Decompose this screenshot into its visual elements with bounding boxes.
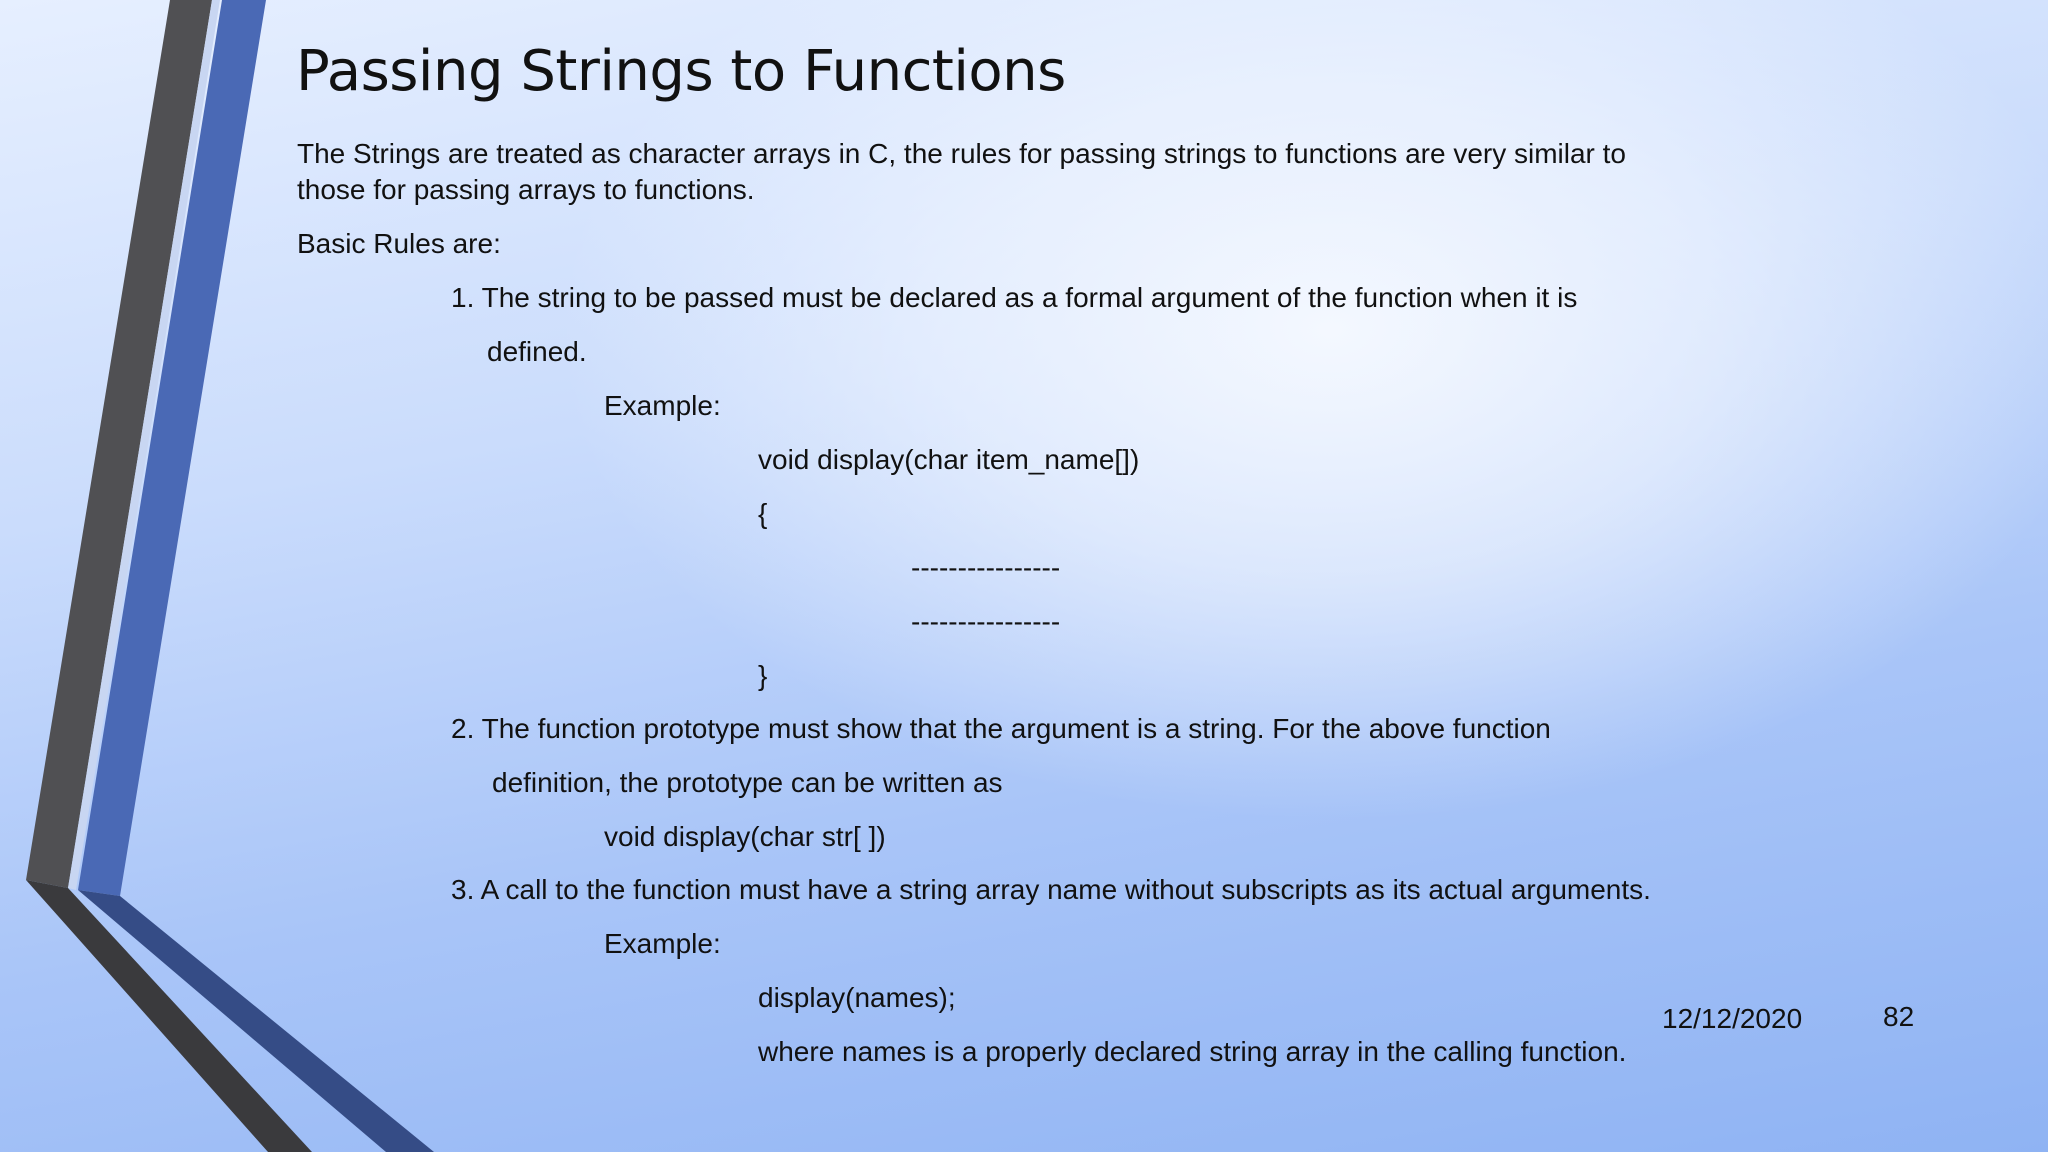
rule-2-line-1: 2. The function prototype must show that the argument is a string. For the above function xyxy=(451,713,1551,744)
rule-2-line-2: definition, the prototype can be written as xyxy=(492,767,1003,798)
prototype-example: void display(char str[ ]) xyxy=(604,821,886,852)
footer-date: 12/12/2020 xyxy=(1662,1003,1803,1034)
dark-bar-lower xyxy=(26,880,312,1152)
slide-title: Passing Strings to Functions xyxy=(296,39,1066,104)
rule-1-line-1: 1. The string to be passed must be declared as a formal argument of the function when it is xyxy=(451,282,1578,313)
rules-heading: Basic Rules are: xyxy=(297,228,501,259)
call-example: display(names); xyxy=(758,982,956,1013)
intro-text-line-2: those for passing arrays to functions. xyxy=(297,174,755,205)
example-label-1: Example: xyxy=(604,390,721,421)
code-close-brace: } xyxy=(758,660,768,691)
rule-3: 3. A call to the function must have a string array name without subscripts as its actual arguments. xyxy=(451,874,1651,905)
code-function-signature: void display(char item_name[]) xyxy=(758,444,1140,475)
intro-text-line-1: The Strings are treated as character arrays in C, the rules for passing strings to functions are very similar to xyxy=(297,138,1627,169)
slide-number: 82 xyxy=(1883,1001,1915,1032)
rule-1-line-2: defined. xyxy=(487,336,587,367)
example-label-2: Example: xyxy=(604,928,721,959)
code-body-placeholder-2: ---------------- xyxy=(911,606,1061,637)
call-note: where names is a properly declared string array in the calling function. xyxy=(758,1036,1627,1067)
code-body-placeholder-1: ---------------- xyxy=(911,552,1061,583)
code-open-brace: { xyxy=(758,498,768,529)
light-stripe xyxy=(68,0,220,890)
